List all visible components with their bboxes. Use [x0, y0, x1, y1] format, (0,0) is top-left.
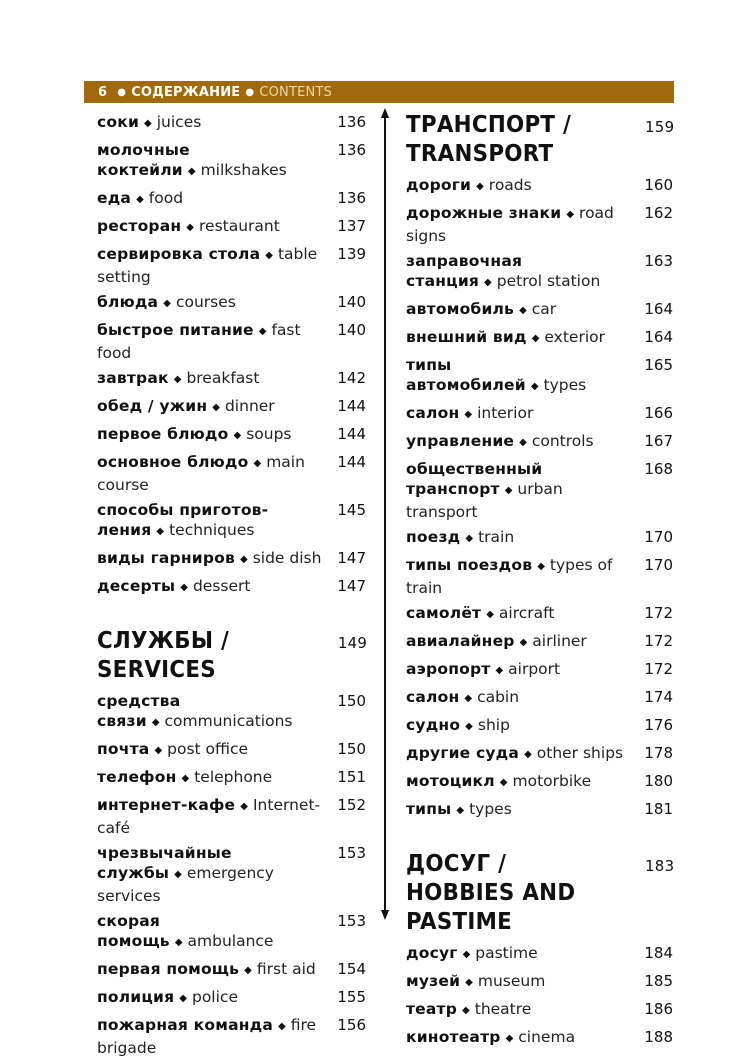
toc-entry[interactable]: [97, 140, 369, 183]
entry-page: 174: [644, 688, 673, 706]
entry-page: 137: [337, 217, 366, 235]
entry-title-ru: другие суда: [406, 744, 520, 762]
entry-page: 153: [337, 844, 366, 862]
diamond-icon: ◆: [464, 409, 473, 420]
entry-title-en: ship: [477, 716, 510, 734]
column-divider: [384, 118, 386, 910]
entry-title-en: breakfast: [186, 369, 260, 387]
entry-title-ru: авиалайнер: [406, 632, 515, 650]
bullet-icon: ●: [117, 86, 127, 98]
entry-page: 164: [644, 328, 673, 346]
section-title: ДОСУГ / HOBBIES AND PASTIME: [406, 851, 576, 935]
entry-title-ru: типы автомобилей: [406, 356, 526, 394]
section-title: ТРАНСПОРТ / TRANSPORT: [406, 112, 572, 167]
entry-title-ru: десерты: [97, 577, 176, 595]
entry-list: [406, 175, 676, 822]
diamond-icon: ◆: [154, 745, 163, 756]
entry-title-en: pastime: [475, 944, 538, 962]
entry-title-en: emergency services: [97, 864, 274, 905]
section-heading: [406, 111, 675, 169]
entry-title-ru: еда: [97, 189, 132, 207]
toc-entry[interactable]: [406, 743, 676, 766]
diamond-icon: ◆: [258, 326, 267, 337]
entry-title-ru: средства связи: [97, 692, 181, 730]
entry-title-ru: скорая помощь: [97, 912, 170, 950]
diamond-icon: ◆: [212, 402, 220, 413]
entry-page: 144: [337, 397, 366, 415]
diamond-icon: ◆: [181, 773, 190, 784]
diamond-icon: ◆: [136, 194, 144, 205]
entry-title-ru: пожарная команда: [97, 1016, 274, 1034]
entry-title-en: motorbike: [512, 772, 592, 790]
entry-title-en: ambulance: [187, 932, 274, 950]
entry-page: 167: [644, 432, 673, 450]
entry-page: 172: [644, 604, 673, 622]
entry-page: 152: [337, 796, 366, 814]
diamond-icon: ◆: [464, 693, 473, 704]
entry-page: 139: [337, 245, 366, 263]
entry-page: 136: [337, 189, 366, 207]
entry-page: 136: [337, 113, 366, 131]
entry-page: 184: [644, 944, 673, 962]
entry-title-ru: способы приготов-ления: [97, 501, 269, 539]
toc-entry[interactable]: [406, 203, 676, 246]
entry-page: 142: [337, 369, 366, 387]
entry-title-en: fast food: [97, 321, 301, 362]
entry-title-ru: мотоцикл: [406, 772, 495, 790]
entry-title-ru: почта: [97, 740, 150, 758]
entry-page: 160: [644, 176, 673, 194]
entry-page: 172: [644, 660, 673, 678]
toc-entry[interactable]: [406, 459, 676, 522]
toc-entry[interactable]: [406, 603, 676, 626]
entry-title-en: dinner: [224, 397, 275, 415]
entry-title-en: types: [469, 800, 512, 818]
entry-page: 176: [644, 716, 673, 734]
diamond-icon: ◆: [484, 277, 492, 288]
entry-title-ru: блюда: [97, 293, 159, 311]
toc-entry[interactable]: [97, 424, 369, 447]
entry-title-en: milkshakes: [200, 161, 287, 179]
section-heading: [406, 850, 675, 937]
entry-title-ru: автомобиль: [406, 300, 515, 318]
section-page: 159: [645, 118, 675, 136]
entry-title-en: main course: [97, 453, 305, 494]
diamond-icon: ◆: [519, 637, 528, 648]
entry-page: 185: [644, 972, 673, 990]
entry-title-ru: дорожные знаки: [406, 204, 562, 222]
section-page: 183: [645, 857, 675, 875]
toc-entry[interactable]: [97, 987, 369, 1010]
toc-entry[interactable]: [97, 396, 369, 419]
entry-title-en: airliner: [532, 632, 587, 650]
entry-page: 156: [337, 1016, 366, 1034]
entry-page: 163: [644, 252, 673, 270]
entry-page: 166: [644, 404, 673, 422]
entry-title-ru: поезд: [406, 528, 461, 546]
entry-page: 147: [337, 577, 366, 595]
diamond-icon: ◆: [278, 1021, 286, 1032]
toc-entry[interactable]: [406, 999, 676, 1022]
entry-title-en: train: [478, 528, 515, 546]
section-page: 149: [338, 634, 368, 652]
diamond-icon: ◆: [519, 305, 527, 316]
entry-title-en: table setting: [97, 245, 318, 286]
entry-page: 136: [337, 141, 366, 159]
toc-entry[interactable]: [406, 771, 676, 794]
toc-entry[interactable]: [97, 911, 369, 954]
section-heading: [97, 627, 368, 685]
toc-entry[interactable]: [97, 244, 369, 287]
entry-title-ru: заправочная станция: [406, 252, 523, 290]
toc-entry[interactable]: [97, 795, 369, 838]
entry-title-ru: завтрак: [97, 369, 169, 387]
diamond-icon: ◆: [239, 554, 248, 565]
diamond-icon: ◆: [180, 582, 188, 593]
entry-page: 178: [644, 744, 673, 762]
running-header: [84, 81, 674, 103]
entry-title-ru: самолёт: [406, 604, 482, 622]
entry-title-ru: кинотеатр: [406, 1028, 501, 1046]
entry-title-en: other ships: [536, 744, 624, 762]
entry-page: 155: [337, 988, 366, 1006]
entry-title-en: police: [191, 988, 238, 1006]
toc-entry[interactable]: [97, 767, 369, 790]
toc-entry[interactable]: [97, 691, 369, 734]
entry-title-en: interior: [477, 404, 534, 422]
entry-page: 170: [644, 528, 673, 546]
diamond-icon: ◆: [566, 209, 575, 220]
entry-page: 180: [644, 772, 673, 790]
toc-entry[interactable]: [406, 251, 676, 294]
diamond-icon: ◆: [240, 801, 248, 812]
toc-entry[interactable]: [97, 320, 369, 363]
entry-page: 153: [337, 912, 366, 930]
entry-title-en: car: [531, 300, 557, 318]
toc-entry[interactable]: [97, 1015, 369, 1058]
diamond-icon: ◆: [265, 250, 273, 261]
entry-title-en: theatre: [474, 1000, 532, 1018]
diamond-icon: ◆: [465, 533, 474, 544]
diamond-icon: ◆: [187, 166, 196, 177]
entry-page: 151: [337, 768, 366, 786]
diamond-icon: ◆: [537, 561, 545, 572]
toc-entry[interactable]: [406, 175, 676, 198]
entry-title-ru: молочные коктейли: [97, 141, 190, 179]
diamond-icon: ◆: [530, 381, 539, 392]
diamond-icon: ◆: [456, 805, 465, 816]
entry-page: 154: [337, 960, 366, 978]
entry-title-ru: сервировка стола: [97, 245, 261, 263]
entry-title-en: Internet-café: [97, 796, 321, 837]
entry-list: [406, 943, 676, 1050]
entry-page: 144: [337, 425, 366, 443]
diamond-icon: ◆: [151, 717, 160, 728]
entry-title-ru: обед / ужин: [97, 397, 208, 415]
entry-title-en: courses: [175, 293, 236, 311]
entry-title-ru: типы поездов: [406, 556, 533, 574]
entry-page: 150: [337, 692, 366, 710]
toc-entry[interactable]: [97, 112, 369, 135]
entry-title-ru: основное блюдо: [97, 453, 249, 471]
diamond-icon: ◆: [173, 374, 182, 385]
entry-title-en: urban transport: [406, 480, 563, 521]
toc-entry[interactable]: [406, 715, 676, 738]
entry-title-en: exterior: [544, 328, 606, 346]
entry-title-ru: салон: [406, 688, 460, 706]
diamond-icon: ◆: [524, 749, 532, 760]
diamond-icon: ◆: [244, 965, 252, 976]
entry-title-en: techniques: [169, 521, 255, 539]
toc-entry[interactable]: [97, 368, 369, 391]
entry-page: 147: [337, 549, 366, 567]
entry-page: 170: [644, 556, 673, 574]
header-title-ru: СОДЕРЖАНИЕ: [131, 84, 241, 100]
toc-entry[interactable]: [406, 799, 676, 822]
entry-title-en: fire brigade: [97, 1016, 317, 1057]
entry-page: 150: [337, 740, 366, 758]
entry-title-ru: виды гарниров: [97, 549, 235, 567]
entry-page: 165: [644, 356, 673, 374]
entry-title-ru: соки: [97, 113, 140, 131]
diamond-icon: ◆: [505, 1033, 514, 1044]
diamond-icon: ◆: [462, 1005, 470, 1016]
diamond-icon: ◆: [174, 937, 183, 948]
entry-page: 145: [337, 501, 366, 519]
entry-page: 168: [644, 460, 673, 478]
diamond-icon: ◆: [144, 118, 152, 129]
toc-entry[interactable]: [97, 216, 369, 239]
entry-page: 140: [337, 293, 366, 311]
entry-title-ru: быстрое питание: [97, 321, 254, 339]
entry-title-ru: общественный транспорт: [406, 460, 543, 498]
toc-entry[interactable]: [97, 188, 369, 211]
entry-title-ru: ресторан: [97, 217, 182, 235]
toc-entry[interactable]: [97, 548, 369, 571]
diamond-icon: ◆: [495, 665, 504, 676]
diamond-icon: ◆: [465, 721, 473, 732]
toc-entry[interactable]: [406, 527, 676, 550]
toc-entry[interactable]: [406, 327, 676, 350]
toc-entry[interactable]: [406, 631, 676, 654]
entry-title-ru: типы: [406, 800, 452, 818]
diamond-icon: ◆: [179, 993, 187, 1004]
diamond-icon: ◆: [186, 222, 194, 233]
entry-title-en: side dish: [252, 549, 322, 567]
toc-entry[interactable]: [97, 959, 369, 982]
entry-title-en: soups: [246, 425, 292, 443]
toc-entry[interactable]: [406, 299, 676, 322]
entry-title-ru: аэропорт: [406, 660, 491, 678]
entry-title-ru: полиция: [97, 988, 175, 1006]
entry-title-en: juices: [156, 113, 202, 131]
diamond-icon: ◆: [163, 298, 171, 309]
entry-title-en: controls: [531, 432, 594, 450]
right-column: [406, 112, 676, 1055]
entry-title-ru: первая помощь: [97, 960, 240, 978]
entry-title-en: petrol station: [496, 272, 601, 290]
entry-page: 164: [644, 300, 673, 318]
entry-title-ru: первое блюдо: [97, 425, 229, 443]
entry-title-en: post office: [167, 740, 249, 758]
toc-entry[interactable]: [97, 500, 369, 543]
toc-entry[interactable]: [406, 687, 676, 710]
entry-title-en: food: [148, 189, 184, 207]
entry-page: 181: [644, 800, 673, 818]
diamond-icon: ◆: [465, 977, 473, 988]
entry-title-ru: досуг: [406, 944, 458, 962]
toc-entry[interactable]: [97, 739, 369, 762]
toc-entry[interactable]: [406, 659, 676, 682]
diamond-icon: ◆: [233, 430, 242, 441]
left-column: [97, 112, 369, 1063]
toc-entry[interactable]: [406, 431, 676, 454]
diamond-icon: ◆: [174, 869, 182, 880]
entry-title-ru: управление: [406, 432, 515, 450]
entry-title-en: museum: [477, 972, 546, 990]
entry-title-ru: чрезвычайные службы: [97, 844, 232, 882]
entry-list: [97, 112, 369, 599]
diamond-icon: ◆: [504, 485, 513, 496]
toc-entry[interactable]: [97, 292, 369, 315]
toc-entry[interactable]: [406, 403, 676, 426]
entry-title-en: dessert: [192, 577, 251, 595]
entry-page: 140: [337, 321, 366, 339]
toc-entry[interactable]: [406, 943, 676, 966]
entry-title-en: types of train: [406, 556, 613, 597]
toc-entry[interactable]: [406, 555, 676, 598]
toc-entry[interactable]: [97, 576, 369, 599]
toc-entry[interactable]: [406, 971, 676, 994]
diamond-icon: ◆: [531, 333, 540, 344]
entry-title-ru: интернет-кафе: [97, 796, 236, 814]
entry-title-ru: дороги: [406, 176, 472, 194]
entry-title-en: roads: [488, 176, 532, 194]
diamond-icon: ◆: [253, 458, 262, 469]
section-title: СЛУЖБЫ / SERVICES: [97, 628, 230, 683]
toc-entry[interactable]: [97, 452, 369, 495]
toc-entry[interactable]: [406, 1027, 676, 1050]
entry-list: [97, 691, 369, 1058]
entry-title-ru: музей: [406, 972, 461, 990]
diamond-icon: ◆: [156, 526, 165, 537]
entry-page: 188: [644, 1028, 673, 1046]
entry-page: 144: [337, 453, 366, 471]
entry-title-ru: салон: [406, 404, 460, 422]
toc-entry[interactable]: [97, 843, 369, 906]
toc-entry[interactable]: [406, 355, 676, 398]
entry-title-en: telephone: [194, 768, 273, 786]
entry-title-en: types: [543, 376, 587, 394]
entry-title-ru: театр: [406, 1000, 458, 1018]
entry-title-en: airport: [508, 660, 561, 678]
bullet-icon: ●: [245, 86, 255, 98]
page-number: 6: [98, 84, 108, 100]
entry-title-en: first aid: [256, 960, 316, 978]
entry-title-ru: внешний вид: [406, 328, 527, 346]
entry-title-en: cinema: [518, 1028, 576, 1046]
header-title-en: CONTENTS: [259, 84, 333, 100]
diamond-icon: ◆: [486, 609, 494, 620]
entry-title-en: road signs: [406, 204, 614, 245]
entry-title-en: restaurant: [199, 217, 280, 235]
entry-title-en: communications: [164, 712, 293, 730]
entry-page: 162: [644, 204, 673, 222]
diamond-icon: ◆: [499, 777, 508, 788]
diamond-icon: ◆: [476, 181, 484, 192]
diamond-icon: ◆: [462, 949, 471, 960]
entry-title-en: cabin: [477, 688, 520, 706]
entry-page: 172: [644, 632, 673, 650]
entry-page: 186: [644, 1000, 673, 1018]
entry-title-ru: судно: [406, 716, 461, 734]
entry-title-ru: телефон: [97, 768, 177, 786]
diamond-icon: ◆: [519, 437, 527, 448]
entry-title-en: aircraft: [498, 604, 555, 622]
